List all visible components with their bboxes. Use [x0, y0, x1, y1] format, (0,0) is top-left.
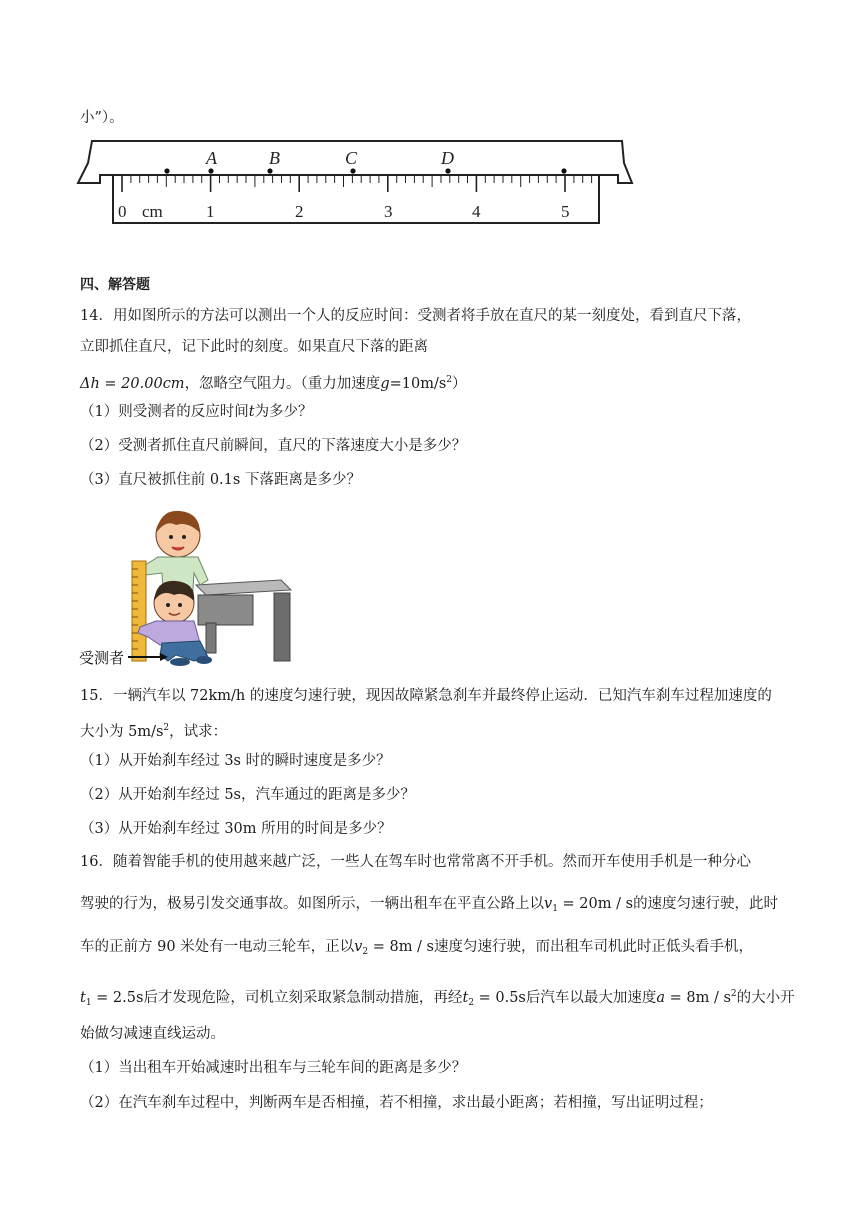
text-segment: 后才发现危险，司机立刻采取紧急制动措施，再经 — [143, 990, 463, 1006]
q14-line3 — [80, 370, 467, 394]
q16-sub2: （2）在汽车刹车过程中，判断两车是否相撞，若不相撞，求出最小距离；若相撞，写出证明过程； — [80, 1095, 713, 1111]
subscript: 1 — [552, 904, 558, 914]
tick-label-1: 1 — [206, 202, 215, 221]
symbol-a: a — [656, 990, 666, 1006]
ruler-body — [113, 175, 599, 223]
q14-sub1 — [80, 402, 313, 422]
text-segment: （1）则受测者的反应时间 — [80, 404, 249, 420]
tape-dot — [561, 168, 566, 173]
text-segment: 的速度匀速行驶，此时 — [633, 896, 779, 912]
q14-line2: 立即抓住直尺，记下此时的刻度。如果直尺下落的距离 — [80, 339, 428, 355]
q14-sub3: （3）直尺被抓住前 0.1s 下落距离是多少？ — [80, 472, 361, 488]
value-a: = 8m / s — [665, 990, 731, 1006]
tape-dot-a — [208, 168, 213, 173]
q15-line2 — [80, 718, 227, 742]
point-label-a: A — [206, 148, 217, 168]
point-label-c: C — [345, 148, 358, 168]
tick-label-4: 4 — [472, 202, 481, 221]
q14-sub2: （2）受测者抓住直尺前瞬间，直尺的下落速度大小是多少？ — [80, 438, 467, 454]
text-segment: 大小为 5m/s — [80, 724, 164, 740]
q15-line1: 15．一辆汽车以 72km/h 的速度匀速行驶，现因故障紧急刹车并最终停止运动．已知汽车刹车过程加速度的 — [80, 688, 772, 704]
text-segment: 速度匀速行驶，而出租车司机此时正低头看手机， — [434, 939, 753, 955]
subscript: 1 — [85, 998, 92, 1008]
tick-label-2: 2 — [295, 202, 304, 221]
value-t1: = 2.5s — [91, 990, 144, 1006]
value-t2: = 0.5s — [474, 990, 526, 1006]
text-segment: ，忽略空气阻力。（重力加速度 — [184, 376, 381, 392]
text-segment: 后汽车以最大加速度 — [525, 990, 657, 1006]
text-fragment: 小”）。 — [80, 110, 124, 126]
formula-dh: Δh = 20.00cm — [80, 376, 185, 392]
tick-label-5: 5 — [561, 202, 570, 221]
subscript: 2 — [362, 947, 369, 957]
figure-label: 受测者 — [79, 649, 125, 667]
unit-label: cm — [142, 202, 163, 221]
symbol-t1: t — [80, 990, 86, 1006]
tick-label-0: 0 — [118, 202, 127, 221]
symbol-v1: v — [544, 896, 553, 912]
q14-line1: 14．用如图所示的方法可以测出一个人的反应时间：受测者将手放在直尺的某一刻度处，看到直尺下落， — [80, 308, 751, 324]
symbol-t: t — [248, 404, 255, 420]
text-segment: 车的正前方 90 米处有一电动三轮车，正以 — [80, 939, 355, 955]
desk-leg — [274, 593, 290, 661]
tape-dot-b — [267, 168, 272, 173]
subscript: 2 — [468, 998, 474, 1008]
q16-line3 — [80, 937, 753, 962]
ruler-figure — [0, 135, 860, 235]
text-segment: 的大小开 — [736, 990, 795, 1006]
superscript: 2 — [446, 375, 453, 385]
text-segment: ，试求： — [169, 724, 228, 740]
desk-leg — [206, 623, 216, 653]
value-v2: = 8m / s — [368, 939, 434, 955]
superscript: 2 — [730, 989, 737, 999]
superscript: 2 — [163, 723, 170, 733]
tick-label-3: 3 — [384, 202, 393, 221]
q16-sub1: （1）当出租车开始减速时出租车与三轮车间的距离是多少？ — [80, 1060, 467, 1076]
point-label-b: B — [269, 148, 280, 168]
value-v1: = 20m / s — [557, 896, 634, 912]
q16-line5: 始做匀减速直线运动。 — [80, 1026, 225, 1042]
symbol-t2: t — [462, 990, 469, 1006]
text-segment: 为多少？ — [254, 404, 313, 420]
tape-dot — [164, 168, 169, 173]
desk-drawer — [198, 595, 253, 625]
tape-dot-c — [350, 168, 355, 173]
symbol-v2: v — [354, 939, 363, 955]
tape-dot-d — [445, 168, 450, 173]
q15-sub2: （2）从开始刹车经过 5s，汽车通过的距离是多少？ — [80, 787, 415, 803]
section-heading: 四、解答题 — [80, 277, 150, 293]
q15-sub3: （3）从开始刹车经过 30m 所用的时间是多少？ — [80, 821, 392, 837]
meter-stick — [132, 561, 146, 661]
text-segment: ） — [452, 376, 467, 392]
reaction-time-illustration — [76, 505, 306, 670]
q16-line4 — [80, 984, 795, 1013]
text-segment: =10m/s — [389, 376, 447, 392]
text-segment: 驾驶的行为，极易引发交通事故。如图所示，一辆出租车在平直公路上以 — [80, 896, 544, 912]
symbol-g: g — [380, 376, 390, 392]
q15-sub1: （1）从开始刹车经过 3s 时的瞬时速度是多少？ — [80, 753, 391, 769]
q16-line2 — [80, 894, 778, 919]
point-label-d: D — [441, 148, 454, 168]
q16-line1: 16．随着智能手机的使用越来越广泛，一些人在驾车时也常常离不开手机。然而开车使用手机是一种分心 — [80, 854, 751, 870]
